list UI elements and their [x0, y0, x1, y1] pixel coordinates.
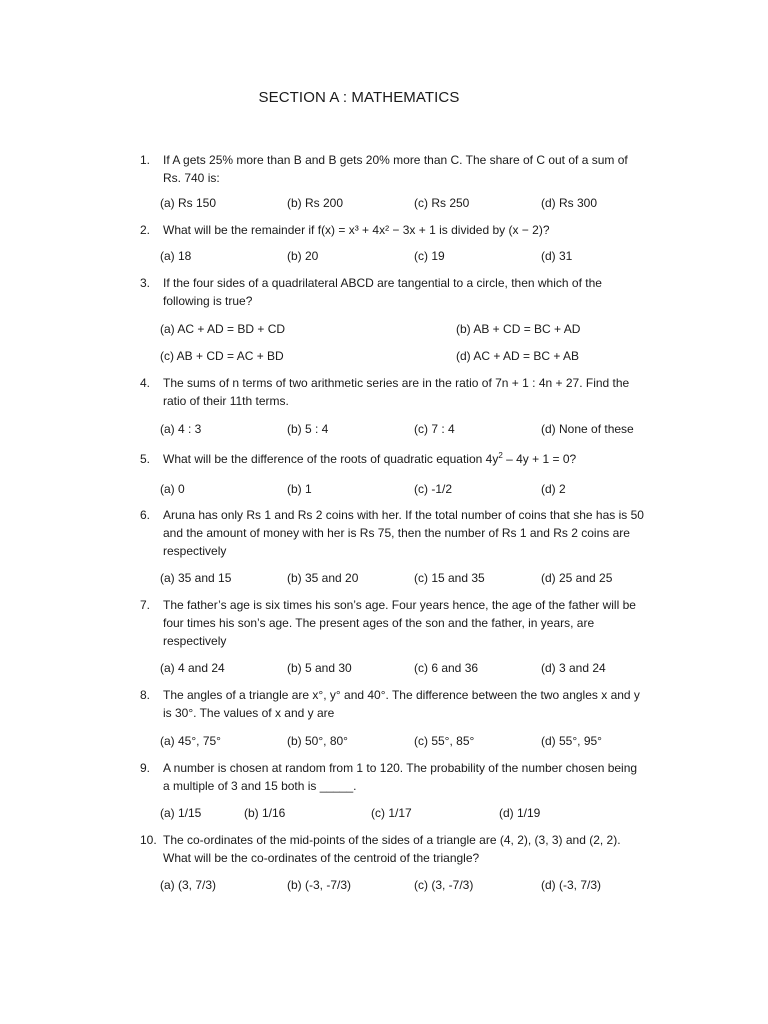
option-c: (c) 1/17: [371, 806, 412, 820]
question-1: [140, 151, 645, 187]
option-a: (a) AC + AD = BD + CD: [160, 322, 286, 336]
option-c: (c) 6 and 36: [414, 661, 479, 675]
option-b: (b) 5 : 4: [287, 422, 329, 436]
option-c: (c) 15 and 35: [414, 571, 485, 585]
question-8-options: [160, 732, 650, 750]
question-3: [140, 274, 645, 310]
question-10-options: [160, 876, 650, 894]
option-d: (d) 31: [541, 249, 573, 263]
question-9: [140, 759, 645, 795]
question-7: [140, 596, 645, 650]
question-number: 7.: [140, 598, 151, 612]
option-a: (a) 45°, 75°: [160, 734, 221, 748]
option-d: (d) (-3, 7/3): [541, 878, 602, 892]
option-b: (b) 1: [287, 482, 312, 496]
option-c: (c) 7 : 4: [414, 422, 455, 436]
option-b: (b) AB + CD = BC + AD: [456, 322, 581, 336]
option-d: (d) Rs 300: [541, 196, 598, 210]
option-b: (b) 1/16: [244, 806, 286, 820]
question-text: If A gets 25% more than B and B gets 20% more than C. The share of C out of a sum of Rs. 740 is:: [163, 153, 628, 185]
question-text: Aruna has only Rs 1 and Rs 2 coins with her. If the total number of coins that she has is 50 and the amount of money with her is Rs 75, then the number of Rs 1 and Rs 2 coins are respectively: [163, 508, 644, 558]
option-c: (c) -1/2: [414, 482, 453, 496]
question-number: 8.: [140, 688, 151, 702]
question-number: 1.: [140, 153, 151, 167]
question-10: [140, 831, 645, 867]
option-c: (c) 19: [414, 249, 445, 263]
question-number: 2.: [140, 223, 151, 237]
question-text: The angles of a triangle are x°, y° and 40°. The difference between the two angles x and y is 30°. The values of x and y are: [163, 688, 640, 720]
option-d: (d) 3 and 24: [541, 661, 606, 675]
question-7-options: [160, 659, 650, 677]
option-b: (b) (-3, -7/3): [287, 878, 352, 892]
option-c: (c) Rs 250: [414, 196, 470, 210]
question-text: The sums of n terms of two arithmetic series are in the ratio of 7n + 1 : 4n + 27. Find the ratio of their 11th terms.: [163, 376, 630, 408]
option-d: (d) AC + AD = BC + AB: [456, 349, 580, 363]
question-2: [140, 221, 645, 239]
section-title: SECTION A : MATHEMATICS: [258, 89, 460, 106]
option-b: (b) Rs 200: [287, 196, 344, 210]
option-d: (d) 55°, 95°: [541, 734, 602, 748]
question-5: [140, 450, 645, 468]
option-c: (c) 55°, 85°: [414, 734, 475, 748]
question-9-options: [160, 804, 650, 822]
option-c: (c) AB + CD = AC + BD: [160, 349, 284, 363]
question-8: [140, 686, 645, 722]
option-d: (d) 25 and 25: [541, 571, 613, 585]
option-a: (a) 0: [160, 482, 185, 496]
option-a: (a) 4 and 24: [160, 661, 225, 675]
question-number: 5.: [140, 452, 151, 466]
question-number: 4.: [140, 376, 151, 390]
option-d: (d) None of these: [541, 422, 634, 436]
question-3-options-row-1: [160, 320, 650, 338]
question-5-options: [160, 480, 650, 498]
question-text: What will be the difference of the roots of quadratic equation $4y^2 - 4y + 1 = 0$?: [163, 451, 577, 466]
option-a: (a) 4 : 3: [160, 422, 202, 436]
question-6: [140, 506, 645, 560]
question-number: 3.: [140, 276, 151, 290]
question-text: What will be the remainder if f(x) = x³ + 4x² − 3x + 1 is divided by (x − 2)?: [163, 223, 550, 237]
option-a: (a) 35 and 15: [160, 571, 232, 585]
question-number: 10.: [140, 833, 157, 847]
option-a: (a) 18: [160, 249, 192, 263]
option-a: (a) Rs 150: [160, 196, 217, 210]
option-b: (b) 20: [287, 249, 319, 263]
question-text: A number is chosen at random from 1 to 120. The probability of the number chosen being a multiple of 3 and 15 both is _____.: [163, 761, 638, 793]
question-number: 9.: [140, 761, 151, 775]
option-d: (d) 2: [541, 482, 566, 496]
question-4-options: [160, 420, 650, 438]
question-2-options: [160, 247, 650, 265]
question-6-options: [160, 569, 650, 587]
question-text: The co-ordinates of the mid-points of the sides of a triangle are (4, 2), (3, 3) and (2, 2). What will be the co-ordinates of the centroid of the triangle?: [163, 833, 621, 865]
question-1-options: [160, 194, 650, 212]
option-b: (b) 50°, 80°: [287, 734, 348, 748]
question-number: 6.: [140, 508, 151, 522]
option-d: (d) 1/19: [499, 806, 541, 820]
question-3-options-row-2: [160, 347, 650, 365]
question-4: [140, 374, 645, 410]
option-a: (a) (3, 7/3): [160, 878, 217, 892]
question-text: The father’s age is six times his son’s age. Four years hence, the age of the father will be four times his son’s age. The present ages of the son and the father, in years, are respectively: [163, 598, 636, 648]
question-text: If the four sides of a quadrilateral ABCD are tangential to a circle, then which of the following is true?: [163, 276, 602, 308]
option-a: (a) 1/15: [160, 806, 202, 820]
option-c: (c) (3, -7/3): [414, 878, 474, 892]
option-b: (b) 35 and 20: [287, 571, 359, 585]
option-b: (b) 5 and 30: [287, 661, 352, 675]
